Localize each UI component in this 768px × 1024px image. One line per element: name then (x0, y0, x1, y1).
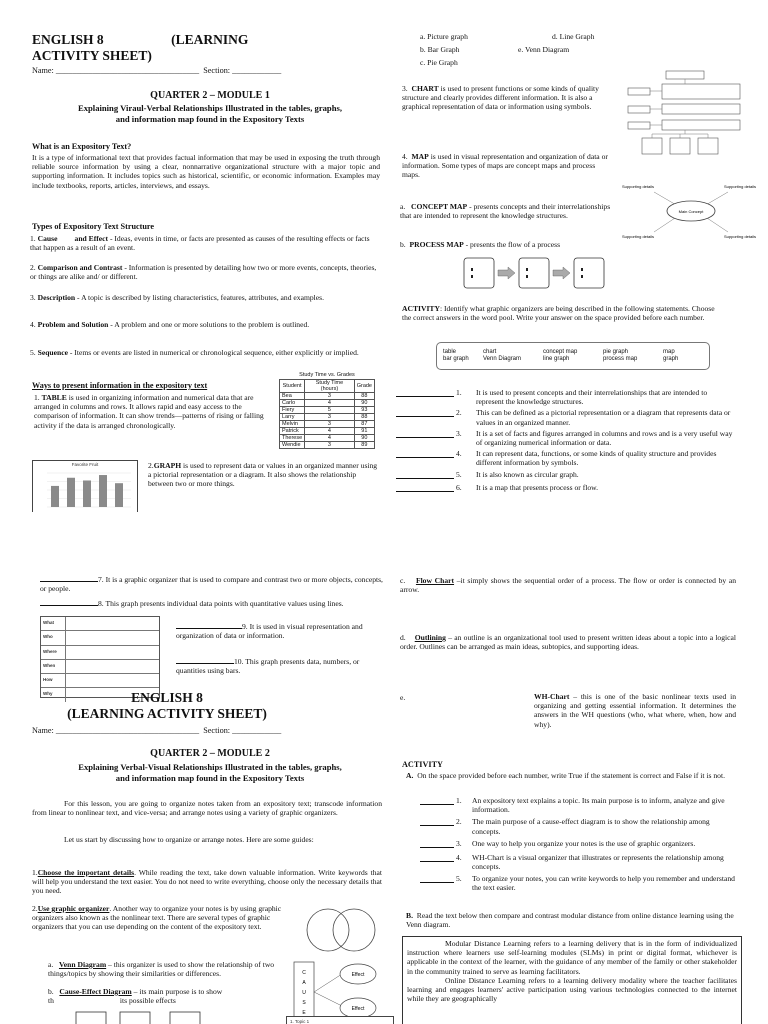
structure-item-4: 4. Problem and Solution - A problem and one or more solutions to the problem is outlined. (30, 320, 310, 329)
item-number: 1. (456, 796, 462, 805)
answer-blank[interactable] (420, 874, 454, 883)
detail-label: Supporting details (723, 184, 757, 189)
chart-bar (51, 486, 59, 507)
concept-map-diagram (618, 170, 760, 248)
chart-caption: Favorite Fruit (71, 462, 99, 467)
structure-item-1: 1. Cause and Effect - Ideas, events in time, or facts are presented as causes of the resulting effects or facts that happen as a result of an event. (30, 234, 370, 253)
expository-definition: It is a type of informational text that provides factual information that may be used in exposing the truth through reliable source information by using a clear, nonnarrative organizational structure with a major topic and supporting information. It includes topics such as historical, scientific, or economic information. Examples may include textbooks, reports, articles, interviews, and essays. (32, 153, 380, 190)
answer-blank[interactable] (176, 663, 234, 664)
chart-description: 3. CHART is used to present functions or some kinds of quality structure and clearly provides different information. It is also a graphical representation of data or information using symbols. (402, 84, 599, 112)
table-cell: 93 (354, 407, 374, 414)
question-10: 10. This graph presents data, numbers, or quantities using bars. (176, 657, 360, 676)
map-description: 4. MAP is used in visual representation and organization of data or information. Some types of maps are concept maps and process maps. (402, 152, 608, 180)
true-false-item (420, 817, 736, 835)
cause-letter: U (302, 990, 306, 996)
table-cell: 90 (354, 435, 374, 442)
question-item (396, 388, 736, 406)
question-7: 7. It is a graphic organizer that is used to compare and contrast two or more objects, concepts, or people. (40, 575, 383, 594)
table-row (280, 442, 375, 449)
table-header: Study Time (hours) (305, 380, 355, 393)
table-cell: 5 (305, 407, 355, 414)
flow-box (76, 1012, 106, 1024)
true-false-item (420, 796, 736, 814)
answer-blank[interactable] (396, 483, 454, 492)
chart-node (698, 138, 718, 154)
chart-node (670, 138, 690, 154)
org-chart-diagram (622, 68, 752, 160)
favorite-fruit-chart (32, 460, 138, 512)
chart-node (662, 104, 740, 114)
answer-blank[interactable] (40, 581, 98, 582)
graph-type-c: c. Pie Graph (420, 58, 458, 67)
cause-letter: C (302, 970, 306, 976)
data-table (279, 379, 375, 449)
outline-topic-label: 1. Topic 1 (290, 1019, 310, 1024)
item-text: To organize your notes, you can write keywords to help you remember and understand the text easier. (472, 874, 735, 893)
chart-node (662, 84, 740, 99)
answer-blank[interactable] (420, 796, 454, 805)
name-line: Name: ___________________________________ Section: ____________ (32, 726, 282, 735)
activity-heading: ACTIVITY (402, 760, 443, 769)
table-row (280, 435, 375, 442)
quarter-title: QUARTER 2 – MODULE 2 (150, 748, 270, 759)
chart-node (666, 71, 704, 79)
effect-label: Effect (351, 1006, 365, 1012)
table-row (280, 428, 375, 435)
answer-blank[interactable] (396, 449, 454, 458)
chart-node (628, 106, 650, 113)
chart-bar (99, 475, 107, 507)
answer-blank[interactable] (176, 628, 242, 629)
chart-node (628, 122, 650, 129)
word-pool-item: pie graph (603, 349, 629, 355)
bar-chart (33, 467, 137, 511)
outlining-description: d. Outlining – an outline is an organizational tool used to present written ideas about a topic into a logical order. Outlines can be arranged as main ideas, subtopics, and supporting ideas. (400, 633, 736, 652)
process-map-description: b. PROCESS MAP - presents the flow of a process (400, 240, 561, 249)
item-text: The main purpose of a cause-effect diagram is to show the relationship among concepts. (472, 817, 710, 836)
question-8: 8. This graph presents individual data points with quantitative values using lines. (40, 599, 385, 608)
passage-paragraph-2: Online Distance Learning refers to a learning delivery modality where the teacher facilitates learning and engages learners' active participation using various technologies connected to the internet while they are geographically (407, 975, 737, 1004)
table-cell: Patrick (280, 428, 305, 435)
word-pool-item: bar graph (443, 356, 469, 362)
header-line-1: ENGLISH 8 (131, 690, 203, 705)
table-caption: Study Time vs. Grades (299, 372, 355, 378)
process-map-diagram (462, 256, 608, 290)
concept-map-description: a. CONCEPT MAP - presents concepts and their interrelationships that are intended to represent the knowledge structures. (400, 202, 611, 221)
item-number: 4. (456, 852, 462, 862)
table-cell: 3 (305, 421, 355, 428)
passage-paragraph-1: Modular Distance Learning refers to a learning delivery that is in the form of individualized instruction where learners use self-learning modules (SLMs) in print or digital format, whichever is applicable in the context of the learner, with the guidance of any member of the family or other stakeholder in the community trained to serve as learning facilitators. (407, 939, 737, 976)
module-subtitle (30, 103, 390, 124)
wh-label: Where (43, 648, 57, 654)
word-pool-item: map (663, 349, 675, 355)
question-number: 1. (456, 388, 462, 397)
chart-node (628, 88, 650, 95)
true-false-list (420, 796, 736, 896)
graph-description: 2.GRAPH is used to represent data or values in an organized manner using a pictorial representation or a diagram. It also shows the relationship between two or more things. (148, 461, 378, 489)
table-row (280, 421, 375, 428)
wh-chart-description: WH-Chart – this is one of the basic nonlinear texts used in organizing and getting essential information. It determines the answers in the WH questions (who, what where, when, how and why). (534, 692, 736, 729)
table-cell: Melvin (280, 421, 305, 428)
activity-a-instructions: A. On the space provided before each number, write True if the statement is correct and False if it is not. (406, 771, 725, 780)
header-line-2: ACTIVITY SHEET) (32, 48, 152, 63)
true-false-item (420, 853, 736, 871)
main-concept-label: Main Concept (678, 209, 704, 214)
item-number: 2. (456, 817, 462, 827)
answer-blank[interactable] (40, 605, 98, 606)
outline-sample (286, 1016, 394, 1024)
flow-chart-description: c. Flow Chart –it simply shows the sequential order of a process. The flow or order is connected by an arrow. (400, 576, 736, 595)
item-e-marker: e. (400, 693, 406, 702)
header-line-2: (LEARNING ACTIVITY SHEET) (67, 706, 267, 721)
answer-blank[interactable] (420, 839, 454, 848)
wh-label: How (43, 677, 53, 683)
cause-effect-diagram-sample (290, 960, 390, 1024)
question-number: 6. (456, 482, 462, 492)
true-false-item (420, 874, 736, 892)
question-item (396, 449, 736, 467)
wh-label: Who (43, 634, 53, 640)
table-row (280, 400, 375, 407)
ways-heading: Ways to present information in the expository text (32, 381, 208, 390)
page-header (32, 32, 362, 64)
answer-blank[interactable] (420, 853, 454, 862)
chart-bar (83, 480, 91, 507)
question-item (396, 429, 736, 447)
question-number: 3. (456, 428, 462, 438)
table-cell: 90 (354, 400, 374, 407)
detail-label: Supporting details (621, 234, 655, 239)
question-number: 2. (456, 408, 462, 418)
table-cell: 3 (305, 414, 355, 421)
wh-chart-sample (40, 616, 160, 698)
word-pool (436, 342, 710, 370)
chart-node (662, 120, 740, 130)
venn-circle (307, 909, 349, 951)
table-cell: Fiery (280, 407, 305, 414)
guide-2: 2.Use graphic organizer. Another way to organize your notes is by using graphic organizers also known as the nonlinear text. There are several types of graphic organizers that you can use depending on the content of the expository text. (32, 904, 282, 932)
table-cell: Carlo (280, 400, 305, 407)
reading-passage (402, 936, 742, 1024)
lesson-intro: For this lesson, you are going to organize notes taken from an expository text; transcode information from linear to nonlinear text, and vice-versa; and arrange notes using a variety of graphic organizers. (32, 799, 382, 818)
wh-label: When (43, 662, 56, 668)
question-number: 5. (456, 469, 462, 479)
word-pool-item: process map (603, 356, 638, 362)
table-row (280, 407, 375, 414)
table-cell: 88 (354, 414, 374, 421)
wh-label: What (43, 620, 54, 625)
quarter-title: QUARTER 2 – MODULE 1 (150, 90, 270, 101)
chart-bar (67, 478, 75, 507)
question-9: 9. It is used in visual representation and organization of data or information. (176, 622, 363, 641)
graph-type-b: b. Bar Graph (420, 45, 460, 54)
flow-boxes-sample (74, 1006, 224, 1024)
table-cell: 4 (305, 435, 355, 442)
question-item (396, 408, 736, 426)
question-item (396, 483, 736, 494)
question-text: This can be defined as a pictorial representation or a diagram that represents data or values in an organized manner. (476, 408, 731, 427)
table-cell: 4 (305, 400, 355, 407)
wh-row (41, 617, 159, 631)
header-line-1: ENGLISH 8 (LEARNING (32, 32, 249, 47)
graph-type-e: e. Venn Diagram (518, 45, 570, 54)
wh-row (41, 674, 159, 688)
cause-letter: A (302, 980, 306, 986)
structure-item-2: 2. Comparison and Contrast - Information is presented by detailing how two or more events, concepts, theories, or things are alike and/ or different. (30, 263, 377, 282)
question-text: It is used to present concepts and their interrelationships that are intended to represent the knowledge structures. (476, 388, 708, 407)
page-module-2 (0, 512, 768, 1024)
word-pool-item: concept map (543, 349, 578, 355)
table-row (280, 393, 375, 400)
item-number: 5. (456, 874, 462, 884)
structure-item-3: 3. Description - A topic is described by listing characteristics, features, attributes, and examples. (30, 293, 324, 302)
word-pool-item: Venn Diagram (483, 356, 522, 362)
detail-label: Supporting details (621, 184, 655, 189)
detail-label: Supporting details (723, 234, 757, 239)
item-text: One way to help you organize your notes is the use of graphic organizers. (472, 838, 696, 848)
venn-circle (333, 909, 375, 951)
subtitle-line-2: and information map found in the Expository Texts (115, 772, 305, 783)
table-cell: Therese (280, 435, 305, 442)
subtitle-line-2: and information map found in the Expository Texts (115, 113, 305, 124)
item-text: An expository text explains a topic. Its main purpose is to inform, analyze and give information. (472, 796, 725, 815)
question-text: It is also known as circular graph. (476, 469, 579, 479)
process-step (519, 258, 549, 288)
arrow-icon (553, 267, 570, 279)
word-pool-item: chart (483, 349, 497, 355)
page-header-2 (32, 690, 302, 722)
word-pool-item: line graph (543, 356, 570, 362)
chart-node (642, 138, 662, 154)
table-cell: 3 (305, 393, 355, 400)
name-line: Name: ___________________________________ Section: ____________ (32, 66, 282, 75)
table-cell: 4 (305, 428, 355, 435)
answer-blank[interactable] (396, 429, 454, 438)
subtitle-line-1: Explaining Verbal-Visual Relationships Illustrated in the tables, graphs, (78, 762, 342, 772)
question-list (396, 388, 736, 496)
table-header: Grade (354, 380, 374, 393)
arrow-icon (498, 267, 515, 279)
question-item (396, 470, 736, 481)
venn-description: a. Venn Diagram – this organizer is used to show the relationship of two things/topics by showing their similarities or differences. (48, 960, 275, 979)
item-text: WH-Chart is a visual organizer that illustrates or represents the relationship among concepts. (472, 852, 724, 872)
answer-blank[interactable] (396, 470, 454, 479)
table-row (280, 414, 375, 421)
table-cell: Bea (280, 393, 305, 400)
question-text: It is a set of facts and figures arranged in columns and rows and is a very useful way of organizing numerical information or data. (476, 428, 733, 448)
question-number: 4. (456, 449, 462, 459)
answer-blank[interactable] (396, 408, 454, 417)
process-step (574, 258, 604, 288)
table-description: 1. TABLE is used in organizing information and numerical data that are arranged in columns and rows. It allows rapid and easy access to the comparison of information. It can show trends—patterns of rising or falling activity if the data is arranged chronologically. (34, 393, 264, 430)
lesson-intro-2: Let us start by discussing how to organize or arrange notes. Here are some guides: (64, 835, 314, 844)
wh-row (41, 631, 159, 645)
graph-types-list (420, 32, 620, 70)
answer-blank[interactable] (396, 388, 454, 397)
flow-box (120, 1012, 150, 1024)
subtitle-line-1: Explaining Viraul-Verbal Relationships Illustrated in the tables, graphs, (78, 103, 342, 113)
table-cell: Wendie (280, 442, 305, 449)
true-false-item (420, 839, 736, 850)
structure-heading: Types of Expository Text Structure (32, 222, 155, 231)
wh-label: Why (43, 691, 53, 697)
graph-type-d: d. Line Graph (552, 32, 595, 41)
table-cell: 3 (305, 442, 355, 449)
wh-row (41, 660, 159, 674)
table-cell: 88 (354, 393, 374, 400)
venn-diagram-sample (298, 906, 384, 954)
activity-b-instructions: B. Read the text below then compare and contrast modular distance from online distance learning using the Venn diagram. (406, 911, 734, 930)
table-cell: 87 (354, 421, 374, 428)
wh-row (41, 646, 159, 660)
table-cell: 89 (354, 442, 374, 449)
question-text: It is a map that presents process or flow. (476, 482, 599, 492)
cause-effect-description: b. Cause-Effect Diagram – its main purpose is to show th its possible effects (48, 987, 223, 1006)
cause-letter: E (302, 1010, 306, 1016)
activity-instructions: ACTIVITY: Identify what graphic organizers are being described in the following statements. Choose the correct answers in the word pool. Write your answer on the space provided before each number. (402, 304, 715, 323)
module-subtitle (30, 762, 390, 783)
answer-blank[interactable] (420, 817, 454, 826)
expository-question: What is an Expository Text? (32, 142, 132, 151)
table-cell: Larry (280, 414, 305, 421)
chart-bar (115, 483, 123, 507)
guide-1: 1.Choose the important details. While reading the text, take down valuable information. Write keywords that will help you understand the text easier. You do not need to write everything, choose only the necessary details that you need. (32, 868, 382, 896)
table-header: Student (280, 380, 305, 393)
question-text: It can represent data, functions, or some kinds of quality structure and provides different information by symbols. (476, 449, 717, 468)
flow-box (170, 1012, 200, 1024)
graph-type-a: a. Picture graph (420, 32, 468, 41)
word-pool-item: table (443, 349, 457, 355)
effect-label: Effect (351, 972, 365, 978)
structure-item-5: 5. Sequence - Items or events are listed in numerical or chronological sequence, either explicitly or implied. (30, 348, 359, 357)
cause-letter: S (302, 1000, 306, 1006)
word-pool-item: graph (663, 356, 679, 362)
process-step (464, 258, 494, 288)
table-cell: 91 (354, 428, 374, 435)
item-number: 3. (456, 838, 462, 848)
study-time-table (279, 372, 375, 449)
